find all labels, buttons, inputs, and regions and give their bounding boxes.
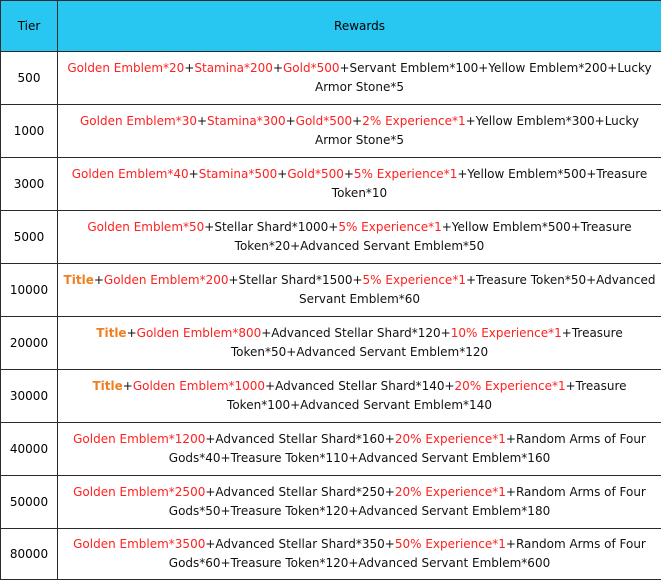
tier-cell: 30000 — [1, 370, 58, 423]
highlight-reward: Gold*500 — [287, 167, 344, 181]
highlight-reward: 10% Experience*1 — [450, 326, 562, 340]
title-reward: Title — [92, 379, 123, 393]
rewards-cell — [58, 423, 661, 476]
highlight-reward: Golden Emblem*800 — [136, 326, 262, 340]
highlight-reward: Golden Emblem*50 — [87, 220, 205, 234]
highlight-reward: 20% Experience*1 — [394, 432, 506, 446]
tier-cell: 500 — [1, 52, 58, 105]
rewards-column-header: Rewards — [58, 1, 661, 52]
rewards-cell — [58, 370, 661, 423]
rewards-cell — [58, 529, 661, 580]
table-row — [1, 529, 661, 580]
reward-text: + — [352, 114, 363, 128]
reward-text: +Advanced Stellar Shard*120+ — [261, 326, 451, 340]
rewards-cell — [58, 52, 661, 105]
highlight-reward: Golden Emblem*200 — [103, 273, 229, 287]
table-row — [1, 423, 661, 476]
reward-text: +Random Arms of Four Gods*60+Treasure Token*120+Advanced Servant Emblem*600 — [168, 537, 646, 570]
reward-text: +Advanced Stellar Shard*160+ — [205, 432, 395, 446]
reward-text: + — [272, 61, 283, 75]
rewards-cell — [58, 211, 661, 264]
reward-text: +Treasure Token*50+Advanced Servant Emblem*120 — [230, 326, 623, 359]
highlight-reward: Golden Emblem*3500 — [73, 537, 206, 551]
rewards-cell — [58, 317, 661, 370]
highlight-reward: 5% Experience*1 — [338, 220, 442, 234]
tier-cell: 40000 — [1, 423, 58, 476]
highlight-reward: Stamina*300 — [207, 114, 286, 128]
reward-text: +Yellow Emblem*500+Treasure Token*20+Advanced Servant Emblem*50 — [234, 220, 632, 253]
reward-text: +Yellow Emblem*300+Lucky Armor Stone*5 — [315, 114, 639, 147]
tier-cell: 20000 — [1, 317, 58, 370]
highlight-reward: Golden Emblem*1200 — [73, 432, 206, 446]
reward-text: +Advanced Stellar Shard*140+ — [265, 379, 455, 393]
reward-text: +Advanced Stellar Shard*350+ — [205, 537, 395, 551]
reward-text: +Stellar Shard*1000+ — [204, 220, 339, 234]
table-row — [1, 105, 661, 158]
reward-text: + — [196, 114, 208, 128]
reward-text: + — [126, 326, 137, 340]
tier-cell: 50000 — [1, 476, 58, 529]
highlight-reward: Golden Emblem*30 — [80, 114, 197, 128]
highlight-reward: Stamina*200 — [194, 61, 273, 75]
highlight-reward: Gold*500 — [283, 61, 340, 75]
tier-column-header: Tier — [1, 1, 58, 52]
rewards-cell — [58, 476, 661, 529]
table-row — [1, 211, 661, 264]
reward-text: + — [122, 379, 133, 393]
rewards-cell — [58, 264, 661, 317]
table-row — [1, 370, 661, 423]
tier-cell: 5000 — [1, 211, 58, 264]
table-row — [1, 264, 661, 317]
reward-text: +Yellow Emblem*500+Treasure Token*10 — [331, 167, 648, 200]
reward-text: +Treasure Token*50+Advanced Servant Emblem*60 — [298, 273, 656, 306]
title-reward: Title — [96, 326, 127, 340]
highlight-reward: Golden Emblem*40 — [71, 167, 189, 181]
tier-cell: 1000 — [1, 105, 58, 158]
reward-text: +Random Arms of Four Gods*40+Treasure Token*110+Advanced Servant Emblem*160 — [168, 432, 646, 465]
reward-text: + — [285, 114, 296, 128]
reward-text: +Stellar Shard*1500+ — [228, 273, 363, 287]
rewards-cell — [58, 158, 661, 211]
table-row — [1, 158, 661, 211]
highlight-reward: 50% Experience*1 — [394, 537, 506, 551]
reward-text: +Treasure Token*100+Advanced Servant Emblem*140 — [227, 379, 627, 412]
highlight-reward: Gold*500 — [295, 114, 353, 128]
reward-text: + — [277, 167, 288, 181]
highlight-reward: 20% Experience*1 — [454, 379, 566, 393]
table-row — [1, 317, 661, 370]
highlight-reward: Stamina*500 — [198, 167, 278, 181]
highlight-reward: Golden Emblem*1000 — [132, 379, 266, 393]
highlight-reward: Golden Emblem*20 — [67, 61, 185, 75]
header-row — [1, 1, 661, 52]
reward-text: + — [343, 167, 354, 181]
reward-text: +Random Arms of Four Gods*50+Treasure Token*120+Advanced Servant Emblem*180 — [168, 485, 646, 518]
highlight-reward: 5% Experience*1 — [362, 273, 466, 287]
table-row — [1, 476, 661, 529]
reward-text: + — [93, 273, 104, 287]
tier-cell: 3000 — [1, 158, 58, 211]
highlight-reward: 2% Experience*1 — [362, 114, 466, 128]
tier-cell: 10000 — [1, 264, 58, 317]
highlight-reward: 5% Experience*1 — [353, 167, 458, 181]
reward-text: +Servant Emblem*100+Yellow Emblem*200+Lucky Armor Stone*5 — [315, 61, 652, 94]
title-reward: Title — [63, 273, 94, 287]
reward-text: + — [188, 167, 199, 181]
highlight-reward: Golden Emblem*2500 — [73, 485, 206, 499]
highlight-reward: 20% Experience*1 — [394, 485, 506, 499]
reward-text: + — [184, 61, 195, 75]
reward-text: +Advanced Stellar Shard*250+ — [205, 485, 395, 499]
tier-cell: 80000 — [1, 529, 58, 580]
table-row — [1, 52, 661, 105]
rewards-cell — [58, 105, 661, 158]
